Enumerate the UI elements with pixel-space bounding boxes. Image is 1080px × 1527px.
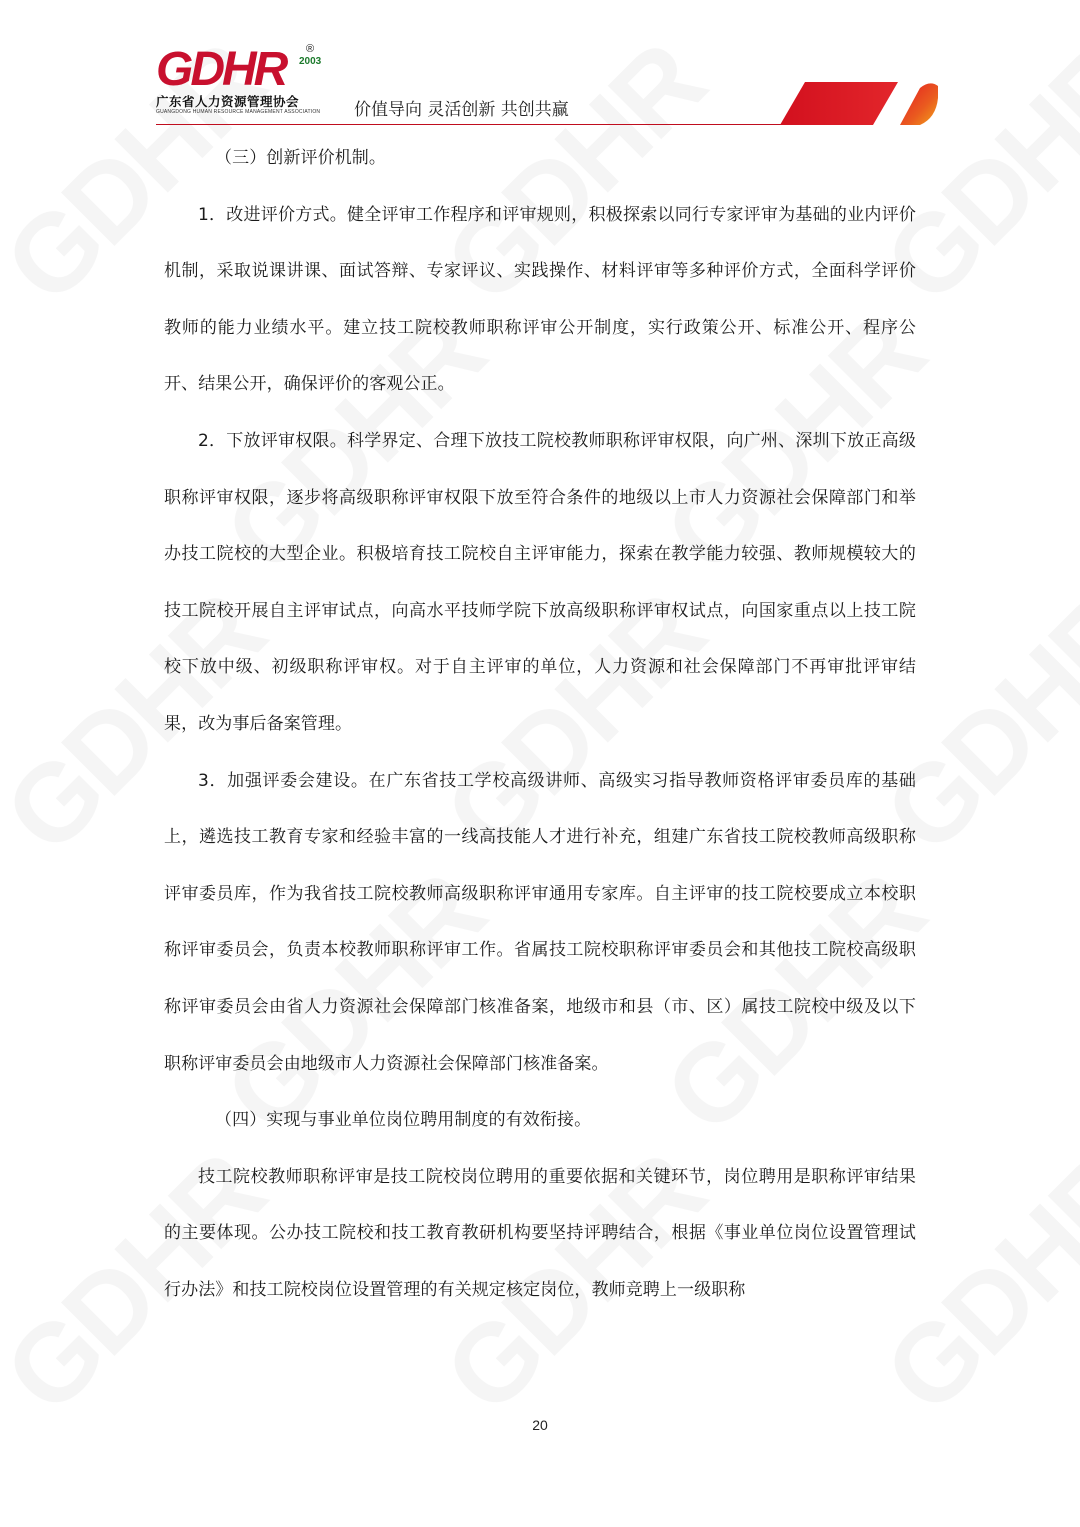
paragraph-committee-building: 3．加强评委会建设。在广东省技工学校高级讲师、高级实习指导教师资格评审委员库的基础上，遴选技工教育专家和经验丰富的一线高技能人才进行补充，组建广东省技工院校教师高级职称评审委员库，作为我省技工院校教师高级职称评审通用专家库。自主评审的技工院校要成立本校职称评审委员会，负责本校教师职称评审工作。省属技工院校职称评审委员会和其他技工院校高级职称评审委员会由省人力资源社会保障部门核准备案，地级市和县（市、区）属技工院校中级及以下职称评审委员会由地级市人力资源社会保障部门核准备案。 [164,770,916,1074]
svg-text:GDHR: GDHR [156,43,286,92]
document-body [164,130,916,1318]
header-red-swoosh [770,78,940,128]
section-heading-4: （四）实现与事业单位岗位聘用制度的有效衔接。 [215,1110,592,1131]
svg-text:2003: 2003 [299,56,322,67]
org-name-cn: 广东省人力资源管理协会 [156,94,300,109]
section-heading-3: （三）创新评价机制。 [215,148,386,168]
page-header [0,0,1080,130]
paragraph-post-appointment: 技工院校教师职称评审是技工院校岗位聘用的重要依据和关键环节，岗位聘用是职称评审结果的主要体现。公办技工院校和技工教育教研机构要坚持评聘结合，根据《事业单位岗位设置管理试行办法》和技工院校岗位设置管理的有关规定核定岗位，教师竞聘上一级职称 [164,1166,916,1300]
header-rule [156,124,782,125]
paragraph-evaluation-method: 1．改进评价方式。健全评审工作程序和评审规则，积极探索以同行专家评审为基础的业内评价机制，采取说课讲课、面试答辩、专家评议、实践操作、材料评审等多种评价方式，全面科学评价教师的能力业绩水平。建立技工院校教师职称评审公开制度，实行政策公开、标准公开、程序公开、结果公开，确保评价的客观公正。 [164,204,916,395]
header-slogan: 价值导向 灵活创新 共创共赢 [354,100,569,120]
gdhr-logo [156,40,336,120]
page-number: 20 [532,1417,548,1433]
gdhr-logo-mark [156,40,336,92]
svg-text:®: ® [306,43,315,55]
org-name-en: GUANGDONG HUMAN RESOURCE MANAGEMENT ASSOCIATION [156,109,321,115]
paragraph-delegate-authority: 2．下放评审权限。科学界定、合理下放技工院校教师职称评审权限，向广州、深圳下放正高级职称评审权限，逐步将高级职称评审权限下放至符合条件的地级以上市人力资源社会保障部门和举办技工院校的大型企业。积极培育技工院校自主评审能力，探索在教学能力较强、教师规模较大的技工院校开展自主评审试点，向高水平技师学院下放高级职称评审权试点，向国家重点以上技工院校下放中级、初级职称评审权。对于自主评审的单位，人力资源和社会保障部门不再审批评审结果，改为事后备案管理。 [164,430,916,734]
